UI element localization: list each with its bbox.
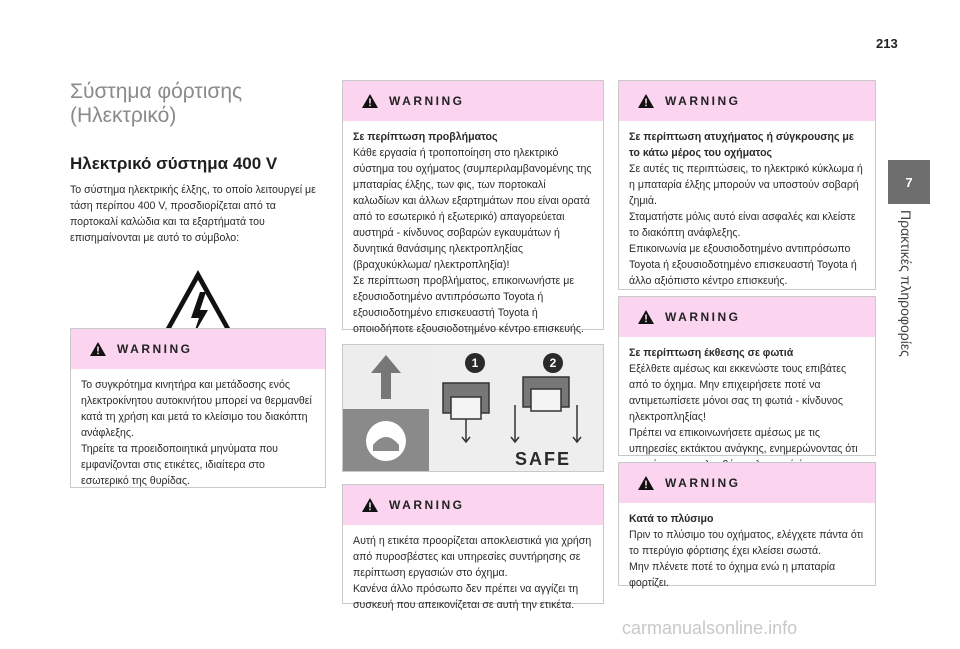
warning-label: WARNING xyxy=(665,94,741,108)
warning-text: Το συγκρότημα κινητήρα και μετάδοσης ενός ηλεκτροκίνητου αυτοκινήτου μπορεί να θερμανθεί κατά τη χρήση και μετά το κλείσιμο του διακόπτη ανάφλεξης. Τηρείτε τα προειδοποιητικά μηνύματα που εμφανίζονται στις ετικέτες, ιδιαίτερα στο εσωτερικό της θυρίδας. xyxy=(81,379,312,487)
warning-text: Κάθε εργασία ή τροποποίηση στο ηλεκτρικό σύστημα του οχήματος (συμπεριλαμβανομένης της μπαταρίας έλξης, των φις, των πορτοκαλί καλωδίων και άλλων εξαρτημάτων που είναι ορατά από το εσωτερικό ή εξωτερικό) απαγορεύεται αυστηρά - κίνδυνος σοβαρών εγκαυμάτων ή δυνητικά θανάσιμης ηλεκτροπληξίας (βραχυκύκλωμα/ ηλεκτροπληξία)! Σε περίπτωση προβλήματος, επικοινωνήστε με εξουσιοδοτημένο αντιπρόσωπο Toyota ή εξουσιοδοτημένο επισκευαστή Toyota ή οποιοδήποτε εξουσιοδοτημένο κέντρο επισκευής. xyxy=(353,147,592,335)
firefighter-helmet-icon xyxy=(343,409,429,472)
warning-triangle-icon xyxy=(89,341,107,357)
warning-triangle-icon xyxy=(637,309,655,325)
page-number: 213 xyxy=(876,36,898,51)
watermark: carmanualsonline.info xyxy=(622,618,798,638)
warning-text: Αυτή η ετικέτα προορίζεται αποκλειστικά για χρήση από πυροσβέστες και υπηρεσίες συντήρησης σε περίπτωση εργασιών στο όχημα. Κανένα άλλο πρόσωπο δεν πρέπει να αγγίζει τη συσκευή που απεικονίζεται σε αυτή την ετικέτα. xyxy=(353,535,592,611)
warning-box-engine-heat xyxy=(70,328,326,488)
warning-triangle-icon xyxy=(637,475,655,491)
warning-label: WARNING xyxy=(389,94,465,108)
warning-text: Σε αυτές τις περιπτώσεις, το ηλεκτρικό κύκλωμα ή η μπαταρία έλξης μπορούν να υποστούν σοβαρή ζημιά. Σταματήστε μόλις αυτό είναι ασφαλές και κλείστε το διακόπτη ανάφλεξης. Επικοινωνία με εξουσιοδοτημένο αντιπρόσωπο Toyota ή εξουσιοδοτημένο επισκευαστή Toyota ή άλλο αξιόπιστο κέντρο επισκευής. xyxy=(629,163,863,287)
warning-text: Πριν το πλύσιμο του οχήματος, ελέγχετε πάντα ότι το πτερύγιο φόρτισης έχει κλείσει σωστά. Μην πλένετε ποτέ το όχημα ενώ η μπαταρία φορτίζει. xyxy=(629,529,864,589)
chapter-tab-number[interactable]: 7 xyxy=(888,160,930,204)
warning-triangle-icon xyxy=(361,93,379,109)
safe-text: SAFE xyxy=(515,449,572,469)
warning-triangle-icon xyxy=(637,93,655,109)
warning-label: WARNING xyxy=(389,498,465,512)
warning-header xyxy=(619,463,875,503)
step-badge-1: 1 xyxy=(465,353,485,373)
safe-label-illustration xyxy=(342,344,604,472)
warning-text: Εξέλθετε αμέσως και εκκενώστε τους επιβάτες από το όχημα. Μην επιχειρήσετε ποτέ να αντιμετωπίσετε μόνοι σας τη φωτιά - κίνδυνος ηλεκτροπληξίας! Πρέπει να επικοινωνήσετε αμέσως με τις υπηρεσίες εκτάκτου ανάγκης, ενημερώνοντας ότι xyxy=(629,363,858,455)
section-title: Σύστημα φόρτισης (Ηλεκτρικό) xyxy=(70,80,243,127)
warning-heading: Κατά το πλύσιμο xyxy=(629,513,714,525)
warning-box-label-use xyxy=(342,484,604,611)
warning-heading: Σε περίπτωση έκθεσης σε φωτιά xyxy=(629,347,794,359)
warning-header xyxy=(619,297,875,337)
warning-heading: Σε περίπτωση προβλήματος xyxy=(353,131,498,143)
warning-header xyxy=(71,329,325,369)
warning-header xyxy=(343,485,603,525)
intro-paragraph: Το σύστημα ηλεκτρικής έλξης, το οποίο λειτουργεί με τάση περίπου 400 V, προσδιορίζεται από τα πορτοκαλί καλώδια και τα εξαρτήματά του επισημαίνονται με αυτό το σύμβολο: xyxy=(70,184,316,244)
warning-header xyxy=(343,81,603,121)
warning-box-washing xyxy=(618,462,876,589)
warning-label: WARNING xyxy=(665,310,741,324)
warning-header xyxy=(619,81,875,121)
warning-label: WARNING xyxy=(665,476,741,490)
warning-box-fire xyxy=(618,296,876,456)
subsection-title: Ηλεκτρικό σύστημα 400 V xyxy=(70,154,278,173)
chapter-tab-label: Πρακτικές πληροφορίες xyxy=(898,210,914,357)
arrow-up-icon xyxy=(343,345,429,409)
column-1 xyxy=(70,80,326,350)
service-plug-illustration xyxy=(435,375,603,447)
warning-label: WARNING xyxy=(117,342,193,356)
warning-box-problem xyxy=(342,80,604,335)
step-badge-2: 2 xyxy=(543,353,563,373)
warning-triangle-icon xyxy=(361,497,379,513)
warning-heading: Σε περίπτωση ατυχήματος ή σύγκρουσης με το κάτω μέρος του οχήματος xyxy=(629,131,854,159)
warning-box-accident xyxy=(618,80,876,290)
